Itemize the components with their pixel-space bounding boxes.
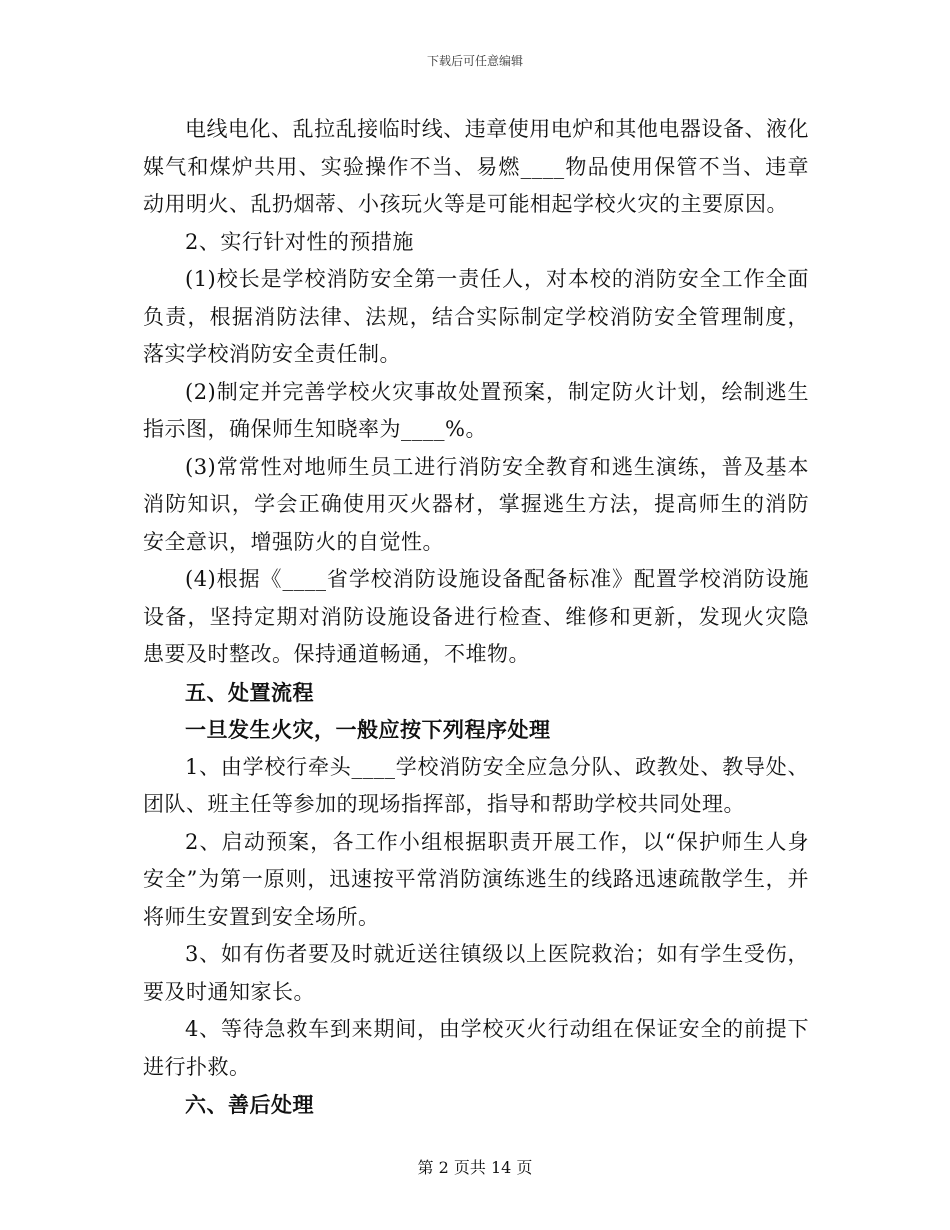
document-body: [143, 111, 809, 1124]
paragraph-fire-causes: 电线电化、乱拉乱接临时线、违章使用电炉和其他电器设备、液化媒气和煤炉共用、实验操作不当、易燃____物品使用保管不当、违章动用明火、乱扔烟蒂、小孩玩火等是可能相起学校火灾的主要原因。: [143, 117, 809, 216]
procedure-step-4: 4、等待急救车到来期间，由学校灭火行动组在保证安全的前提下进行扑救。: [143, 1017, 809, 1079]
procedure-step-1: 1、由学校行牵头____学校消防安全应急分队、政教处、教导处、团队、班主任等参加的现场指挥部，指导和帮助学校共同处理。: [143, 754, 809, 816]
paragraph-measure-4: (4)根据《____省学校消防设施设备配备标准》配置学校消防设施设备，坚持定期对消防设施设备进行检查、维修和更新，发现火灾隐患要及时整改。保持通道畅通，不堆物。: [143, 567, 809, 666]
procedure-intro: 一旦发生火灾，一般应按下列程序处理: [185, 717, 551, 742]
section-heading-procedure: 五、处置流程: [185, 679, 314, 705]
page-footer: 第 2 页共 14 页: [417, 1158, 533, 1177]
procedure-step-3: 3、如有伤者要及时就近送往镇级以上医院救治；如有学生受伤，要及时通知家长。: [143, 942, 809, 1004]
paragraph-measure-1: (1)校长是学校消防安全第一责任人，对本校的消防安全工作全面负责，根据消防法律、法规，结合实际制定学校消防安全管理制度，落实学校消防安全责任制。: [143, 267, 809, 366]
procedure-step-2: 2、启动预案，各工作小组根据职责开展工作，以“保护师生人身安全”为第一原则，迅速按平常消防演练逃生的线路迅速疏散学生，并将师生安置到安全场所。: [143, 829, 809, 929]
subheading-preventive-measures: 2、实行针对性的预措施: [185, 229, 414, 254]
paragraph-measure-2: (2)制定并完善学校火灾事故处置预案，制定防火计划，绘制逃生指示图，确保师生知晓率为____%。: [143, 379, 809, 441]
paragraph-measure-3: (3)常常性对地师生员工进行消防安全教育和逃生演练，普及基本消防知识，学会正确使用灭火器材，掌握逃生方法，提高师生的消防安全意识，增强防火的自觉性。: [143, 454, 809, 554]
section-heading-aftermath: 六、善后处理: [185, 1092, 314, 1117]
page-header: 下载后可任意编辑: [426, 54, 523, 68]
